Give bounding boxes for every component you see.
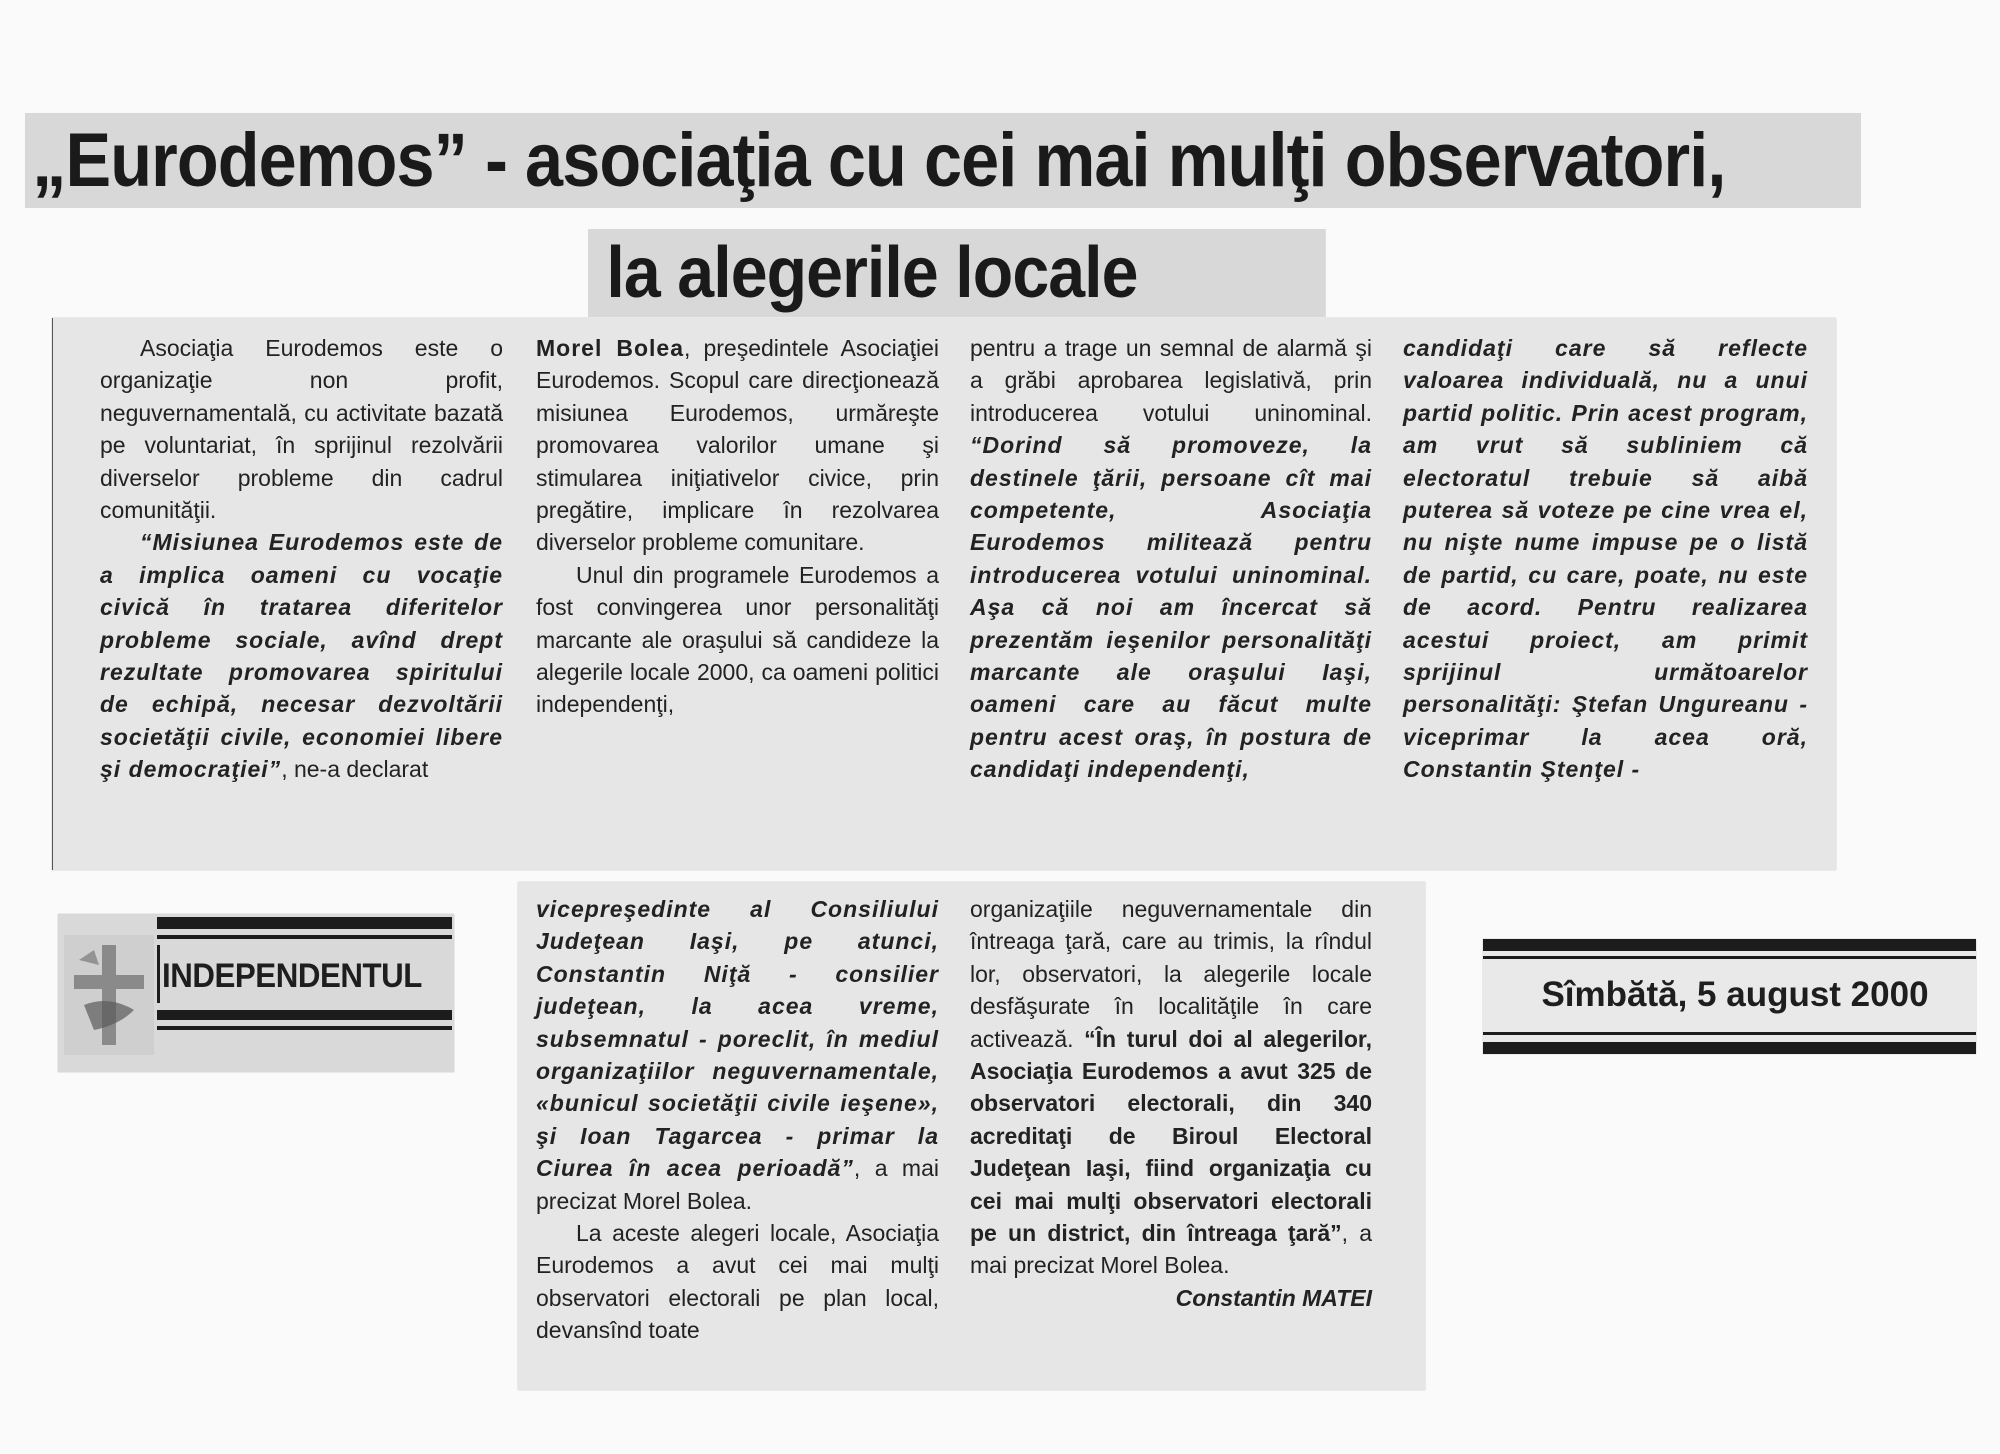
article-column-5 xyxy=(536,893,939,1347)
article-signature: Constantin MATEI xyxy=(1175,1284,1372,1311)
masthead-rule-thin xyxy=(157,935,452,939)
article-column-3 xyxy=(970,332,1372,786)
publication-date: Sîmbătă, 5 august 2000 xyxy=(1541,975,1929,1014)
masthead-rule-thin-bottom xyxy=(157,1026,452,1030)
quote-text: “În turul doi al alegerilor, Asociaţia Eurodemos a avut 325 de observatori electorali, din 340 acreditaţi de Biroul Electoral Judeţean Iaşi, fiind organizaţia cu cei mai mulţi observatori electorali pe un district, din întreaga ţară” xyxy=(970,1025,1372,1247)
quote-tail: , a mai precizat Morel Bolea. xyxy=(536,1155,939,1214)
paragraph: Asociaţia Eurodemos este o organizaţie non profit, neguvernamentală, cu activitate bazată pe voluntariat, în sprijinul rezolvării diverselor probleme din cadrul comunităţii. xyxy=(100,335,503,524)
headline-line-2: la alegerile locale xyxy=(588,229,1326,317)
paragraph: candidaţi care să reflecte valoarea individuală, nu a unui partid politic. Prin acest program, am vrut să subliniem că electoratul trebuie să aibă puterea să voteze pe cine vrea el, nu nişte nume impuse pe o listă de partid, cu care, poate, nu este de acord. Pentru realizarea acestui proiect, am primit sprijinul următoarelor personalităţi: Ştefan Ungureanu - viceprimar la acea oră, Constantin Ştenţel - xyxy=(1403,335,1808,783)
date-rule-top xyxy=(1483,939,1976,951)
paragraph: La aceste alegeri locale, Asociaţia Eurodemos a avut cei mai mulţi observatori electorali pe plan local, devansînd toate xyxy=(536,1220,939,1344)
quote-text: “Misiunea Eurodemos este de a implica oameni cu vocaţie civică în tratarea diferitelor probleme sociale, avînd drept rezultate promovarea spiritului de echipă, necesar dezvoltării societăţii civile, economiei libere şi democraţiei” xyxy=(100,529,503,783)
paragraph xyxy=(100,526,503,785)
masthead-rule-bottom xyxy=(157,1010,452,1020)
masthead-title: INDEPENDENTUL xyxy=(162,957,422,995)
article-column-6 xyxy=(970,893,1372,1314)
paragraph xyxy=(536,332,939,559)
paragraph-text: pentru a trage un semnal de alarmă şi a grăbi aprobarea legislativă, prin introducerea votului uninominal. xyxy=(970,335,1372,426)
paragraph: Unul din programele Eurodemos a fost convingerea unor personalităţi marcante ale oraşului să candideze la alegerile locale 2000, ca oameni politici independenţi, xyxy=(536,561,939,718)
headline-line-1: „Eurodemos” - asociaţia cu cei mai mulţi observatori, xyxy=(25,113,1861,208)
quote-text: “Dorind să promoveze, la destinele ţării, persoane cît mai competente, Asociaţia Eurodemos militează pentru introducerea votului uninominal. Aşa că noi am încercat să prezentăm ieşenilor personalităţi marcante ale oraşului Iaşi, oameni care au făcut multe pentru acest oraş, în postura de candidaţi independenţi, xyxy=(970,432,1372,783)
paragraph-text: organizaţiile neguvernamentale din întreaga ţară, care au trimis, la rîndul lor, observatori, la alegerile locale desfăşurate în localităţile în care activează. xyxy=(970,896,1372,1052)
paragraph-text: , preşedintele Asociaţiei Eurodemos. Scopul care direcţionează misiunea Eurodemos, urmăreşte promovarea valorilor umane şi stimularea iniţiativelor civice, prin pregătire, implicare în rezolvarea diverselor probleme comunitare. xyxy=(536,335,939,556)
date-rule-bottom xyxy=(1483,1042,1976,1054)
masthead-rule-top xyxy=(157,917,452,929)
quote-text: vicepreşedinte al Consiliului Judeţean Iaşi, pe atunci, Constantin Niţă - consilier judeţean, la acea vreme, subsemnatul - poreclit, în mediul organizaţiilor neguvernamentale, «bunicul societăţii civile ieşene», şi Ioan Tagarcea - primar la Ciurea în acea perioadă” xyxy=(536,896,939,1182)
quote-tail: , ne-a declarat xyxy=(281,756,429,783)
date-rule-thin-bottom xyxy=(1483,1032,1976,1035)
masthead-rule-left xyxy=(157,945,160,1003)
quote-tail: , a mai precizat Morel Bolea. xyxy=(970,1220,1372,1279)
paragraph xyxy=(970,893,1372,1282)
name-lead: Morel Bolea xyxy=(536,335,685,361)
article-column-1 xyxy=(100,332,503,786)
article-column-4 xyxy=(1403,332,1808,786)
clipping-edge xyxy=(52,318,53,870)
paragraph xyxy=(536,893,939,1217)
date-rule-thin-top xyxy=(1483,956,1976,959)
paragraph xyxy=(970,332,1372,786)
cross-logo-icon xyxy=(64,935,154,1055)
article-column-2 xyxy=(536,332,939,721)
